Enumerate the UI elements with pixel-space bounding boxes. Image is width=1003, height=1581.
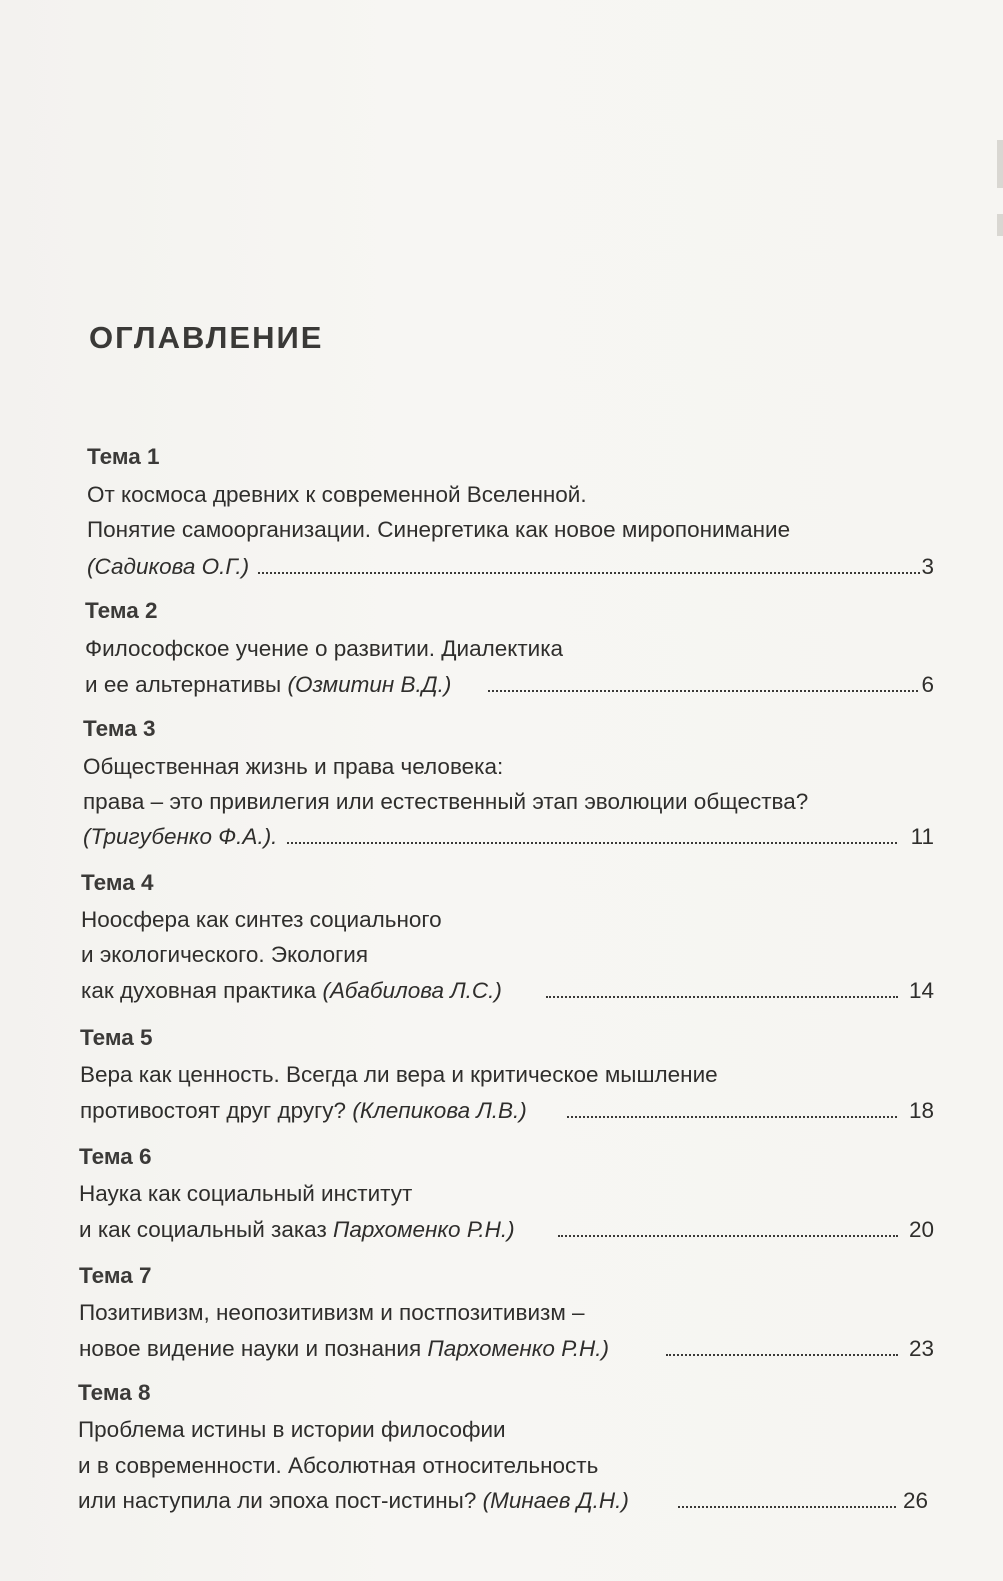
entry-author: (Клепикова Л.В.) [352, 1098, 527, 1123]
page-number: 18 [908, 1098, 934, 1123]
entry-author: Пархоменко Р.Н.) [427, 1336, 609, 1361]
entry-title-line: Наука как социальный институт [79, 1181, 413, 1206]
entry-last-line [78, 1486, 629, 1516]
topic-label: Тема 6 [79, 1144, 152, 1169]
entry-title-line: Понятие самоорганизации. Синергетика как новое миропонимание [87, 517, 791, 542]
entry-title-line: Позитивизм, неопозитивизм и постпозитивизм – [79, 1300, 585, 1325]
entry-author: (Минаев Д.Н.) [482, 1488, 629, 1513]
topic-label: Тема 5 [80, 1025, 153, 1050]
entry-last-line [81, 976, 502, 1006]
entry-title-tail: и ее альтернативы [85, 672, 288, 697]
topic-label: Тема 2 [85, 598, 158, 623]
entry-author: (Абабилова Л.С.) [322, 978, 502, 1003]
entry-author: (Садикова О.Г.) [87, 554, 250, 579]
entry-title-line: Ноосфера как синтез социального [81, 907, 442, 932]
entry-title-tail: и как социальный заказ [79, 1217, 334, 1242]
leader-dots [546, 996, 898, 998]
leader-dots [258, 572, 920, 574]
entry-last-line [79, 1215, 515, 1245]
entry-author: (Тригубенко Ф.А.). [83, 824, 278, 849]
page-number: 6 [921, 672, 934, 697]
entry-title-line: права – это привилегия или естественный этап эволюции общества? [83, 789, 809, 814]
leader-dots [567, 1116, 897, 1118]
topic-label: Тема 3 [83, 716, 156, 741]
entry-title-tail: противостоят друг другу? [80, 1098, 353, 1123]
page-number: 23 [908, 1336, 934, 1361]
page-number: 26 [902, 1488, 928, 1513]
entry-author: Пархоменко Р.Н.) [333, 1217, 515, 1242]
page-number: 20 [908, 1217, 934, 1242]
leader-dots [287, 842, 897, 844]
topic-label: Тема 1 [87, 444, 160, 469]
entry-title-line: и в современности. Абсолютная относительность [78, 1453, 599, 1478]
entry-author: (Озмитин В.Д.) [287, 672, 452, 697]
entry-title-tail: или наступила ли эпоха пост-истины? [78, 1488, 483, 1513]
entry-title-line: От космоса древних к современной Вселенной. [87, 482, 587, 507]
entry-title-line: Философское учение о развитии. Диалектика [85, 636, 564, 661]
topic-label: Тема 4 [81, 870, 154, 895]
leader-dots [488, 690, 918, 692]
entry-last-line [87, 552, 249, 582]
page-edge-mark [997, 214, 1003, 236]
toc-heading: ОГЛАВЛЕНИЕ [89, 320, 324, 355]
entry-last-line [83, 822, 277, 852]
entry-title-line: Общественная жизнь и права человека: [83, 754, 504, 779]
entry-title-line: Вера как ценность. Всегда ли вера и критическое мышление [80, 1062, 718, 1087]
page-number: 14 [908, 978, 934, 1003]
page-number: 3 [921, 554, 934, 579]
entry-last-line [85, 670, 451, 700]
entry-last-line [80, 1096, 527, 1126]
topic-label: Тема 7 [79, 1263, 152, 1288]
page-number: 11 [910, 824, 934, 849]
entry-title-line: и экологического. Экология [81, 942, 369, 967]
entry-last-line [79, 1334, 609, 1364]
entry-title-tail: новое видение науки и познания [79, 1336, 428, 1361]
leader-dots [666, 1354, 898, 1356]
leader-dots [678, 1506, 896, 1508]
page-edge-mark [997, 140, 1003, 188]
leader-dots [558, 1235, 898, 1237]
topic-label: Тема 8 [78, 1380, 151, 1405]
entry-title-line: Проблема истины в истории философии [78, 1417, 506, 1442]
entry-title-tail: как духовная практика [81, 978, 323, 1003]
